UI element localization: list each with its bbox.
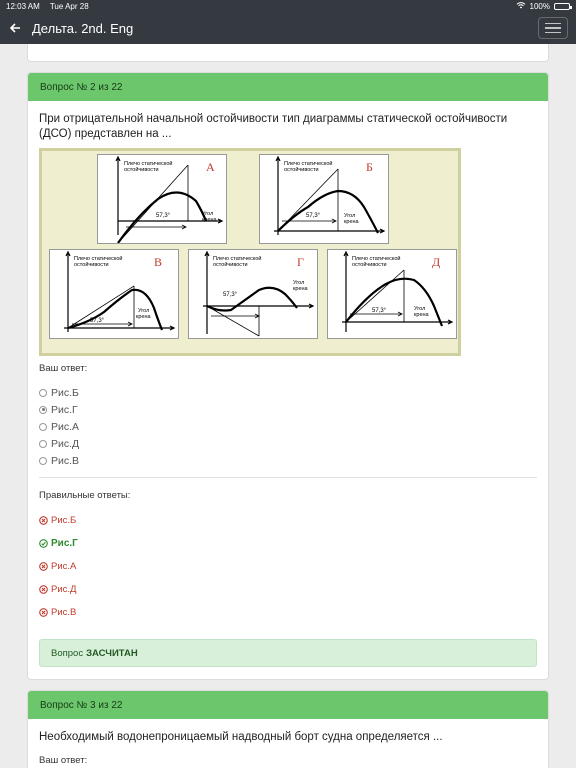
panel-letter: Г: [297, 255, 304, 269]
battery-percent: 100%: [529, 1, 550, 11]
ylabel-1: Плечо статической: [74, 256, 123, 262]
diagram-v: [49, 249, 179, 339]
your-answer-label: Ваш ответ:: [39, 755, 88, 766]
arrow-left-icon[interactable]: [8, 21, 22, 35]
wifi-icon: [516, 1, 526, 11]
xlabel-2: крена: [136, 314, 151, 320]
ylabel-2: остойчивости: [284, 167, 319, 173]
panel-letter: А: [206, 160, 215, 174]
stability-diagrams-figure: [39, 148, 461, 356]
option-label: Рис.Г: [51, 403, 78, 416]
ylabel-2: остойчивости: [213, 262, 248, 268]
status-time: 12:03 AM: [6, 1, 40, 11]
answer-item: [39, 509, 537, 532]
xlabel-2: крена: [414, 312, 429, 318]
option-item[interactable]: [39, 435, 537, 452]
ylabel-2: остойчивости: [74, 262, 109, 268]
panel-letter: Б: [366, 160, 373, 174]
angle-label: 57,3°: [372, 308, 387, 314]
angle-label: 57,3°: [306, 213, 321, 219]
xlabel-2: крена: [344, 219, 359, 225]
xlabel-2: крена: [202, 217, 217, 223]
question-header: Вопрос № 3 из 22: [28, 691, 548, 719]
question-card: [27, 72, 549, 680]
status-date: Tue Apr 28: [49, 1, 89, 11]
option-item[interactable]: [39, 418, 537, 435]
correct-answers-list: [39, 509, 537, 624]
answer-item: [39, 532, 537, 555]
ylabel-1: Плечо статической: [284, 161, 333, 167]
status-bar: [0, 0, 576, 12]
question-text: Необходимый водонепроницаемый надводный борт судна определяется ...: [39, 731, 443, 743]
option-item[interactable]: [39, 384, 537, 401]
xlabel-1: Угол: [202, 211, 214, 217]
option-label: Рис.В: [51, 454, 80, 467]
diagram-a: [97, 154, 227, 244]
option-label: Рис.Б: [51, 386, 79, 399]
answer-label: Рис.А: [51, 561, 77, 572]
panel-letter: В: [154, 255, 163, 269]
angle-label: 57,3°: [156, 213, 171, 219]
answer-options: [39, 384, 537, 469]
diagram-d: [327, 249, 457, 339]
option-item[interactable]: [39, 401, 537, 418]
answer-item: [39, 578, 537, 601]
angle-label: 57,3°: [223, 292, 238, 298]
navbar: [0, 12, 576, 44]
your-answer-label: Ваш ответ:: [39, 363, 88, 374]
question-header: Вопрос № 2 из 22: [28, 73, 548, 101]
radio-button[interactable]: [39, 440, 47, 448]
ylabel-1: Плечо статической: [213, 256, 262, 262]
radio-button[interactable]: [39, 406, 47, 414]
check-circle-icon: [39, 539, 48, 548]
ylabel-1: Плечо статической: [124, 161, 173, 167]
question-text: При отрицательной начальной остойчивости тип диаграммы статической остойчивости (ДСО) представлен на ...: [39, 113, 508, 140]
answer-label: Рис.В: [51, 607, 77, 618]
previous-card: [27, 44, 549, 62]
ylabel-2: остойчивости: [124, 167, 159, 173]
panel-letter: Д: [432, 255, 441, 269]
diagram-g: [188, 249, 318, 339]
answer-label: Рис.Д: [51, 584, 77, 595]
result-status: ЗАСЧИТАН: [86, 647, 138, 659]
x-circle-icon: [39, 562, 48, 571]
option-item[interactable]: [39, 452, 537, 469]
page-title: Дельта. 2nd. Eng: [32, 20, 134, 36]
content: [27, 44, 549, 768]
ylabel-2: остойчивости: [352, 262, 387, 268]
x-circle-icon: [39, 608, 48, 617]
answer-item: [39, 555, 537, 578]
xlabel-2: крена: [293, 286, 308, 292]
option-label: Рис.А: [51, 420, 80, 433]
divider: [39, 477, 537, 478]
result-alert: [39, 639, 537, 667]
option-label: Рис.Д: [51, 437, 80, 450]
xlabel-1: Угол: [414, 306, 426, 312]
answer-label: Рис.Б: [51, 515, 77, 526]
answer-label: Рис.Г: [51, 538, 78, 549]
xlabel-1: Угол: [293, 280, 305, 286]
radio-button[interactable]: [39, 457, 47, 465]
diagram-b: [259, 154, 389, 244]
battery-icon: [554, 3, 570, 10]
question-card: [27, 690, 549, 768]
ylabel-1: Плечо статической: [352, 256, 401, 262]
xlabel-1: Угол: [138, 308, 150, 314]
answer-item: [39, 601, 537, 624]
radio-button[interactable]: [39, 389, 47, 397]
result-prefix: Вопрос: [51, 647, 84, 659]
correct-answers-label: Правильные ответы:: [39, 490, 131, 501]
radio-button[interactable]: [39, 423, 47, 431]
x-circle-icon: [39, 585, 48, 594]
xlabel-1: Угол: [344, 213, 356, 219]
x-circle-icon: [39, 516, 48, 525]
hamburger-icon[interactable]: [538, 17, 568, 39]
angle-label: 57,3°: [90, 318, 105, 324]
